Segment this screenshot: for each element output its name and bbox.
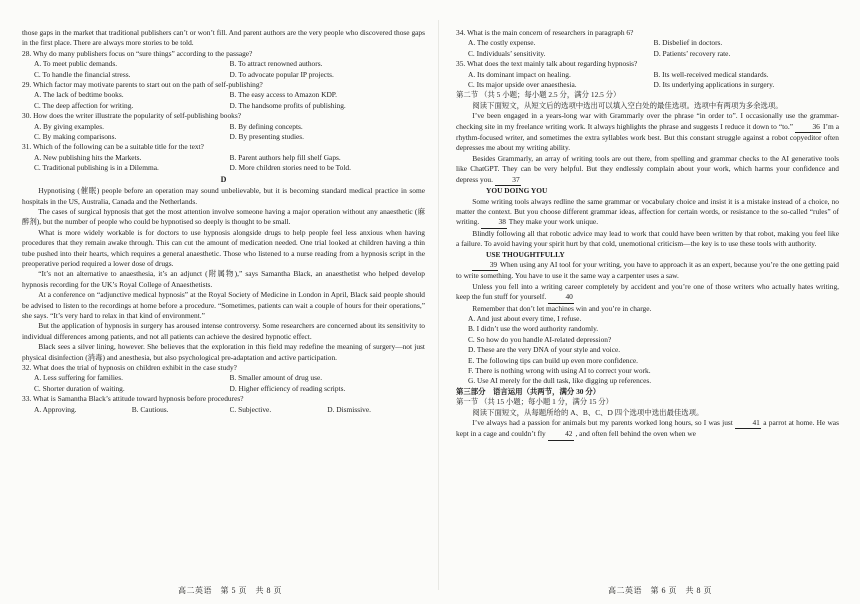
passage-paragraph: What is more widely workable is for doctors to use hypnosis alongside drugs to help people feel less anxious when having procedures that they remain awake through. This can cut the amount of medication needed. One trial looked at children having a thin tube pushed into their hearts, which requires a general anaesthetic. Those who listened to a nurse reading from a hypnosis script in the preoperative period required a lower dose of drugs. xyxy=(22,227,425,268)
passage-paragraph: At a conference on “adjunctive medical hypnosis” at the Royal Society of Medicine in London in April, Black said people should be advised to listen to the recordings at home before a procedure. “Sometimes, patients can wait a couple of hours for their operations,” she says. “It’s very hard to relax in that kind of environment.” xyxy=(22,290,425,320)
option-b[interactable]: B. Disbelief in doctors. xyxy=(653,38,723,48)
question-stem: 30. How does the writer illustrate the popularity of self-publishing books? xyxy=(22,111,242,121)
text-line: those gaps in the market that traditional publishers can’t or won’t fill. And parent authors are the very xyxy=(22,28,323,37)
section-header: 第一节 （共 15 小题；每小题 1 分，满分 15 分） xyxy=(456,397,614,407)
text-run: a parrot at home. He was kept in a cage and couldn’t fly xyxy=(456,418,839,439)
text-line: people who discovered those gaps in the first place. There are always more stories to be told. xyxy=(22,28,425,48)
passage-paragraph: “It’s not an alternative to anaesthesia, it’s an adjunct (附属物),” says Samantha Black, an anaesthetist who helped develop hypnosis recording for the UK’s Royal College of Anaesthetists. xyxy=(22,269,425,289)
question-31 xyxy=(22,142,425,173)
passage-paragraph: Black sees a silver lining, however. She believes that the exploration in this field may redefine the meaning of surgery—not just physical disinfection (消毒) and anesthesia, but also psychological pre-adaptation and active participation. xyxy=(22,342,425,362)
part-header: 第三部分 语言运用（共两节，满分 30 分） xyxy=(456,386,601,396)
option-d[interactable]: D. Its underlying applications in surgery. xyxy=(653,80,775,90)
text-run: , and often fell behind the oven when we xyxy=(575,429,696,439)
option-c[interactable]: C. So how do you handle AI-related depression? xyxy=(468,334,612,344)
option-d[interactable]: D. More children stories need to be Told. xyxy=(229,163,351,173)
text-run: They make your work unique. xyxy=(508,217,599,227)
text-run: I’ve been engaged in a years-long war with Grammarly over the phrase “in order to”. I occasionally use the grammar-checking site in my freelance writing work. It always highlights the phrase and suggests I reduce it down to “to.” xyxy=(456,111,839,131)
text-run: I’m a rhythm-focused writer, and sometimes the extra syllables work best. But this constant struggle against a robot copyeditor often depresses me about my writing ability. xyxy=(456,121,839,153)
text-run: When using any AI tool for your writing, you have to approach it as an expert, because you’re the one getting paid to write something. You have to use it the same way a carpenter uses a saw. xyxy=(456,259,839,281)
option-c[interactable]: C. Individuals’ sensitivity. xyxy=(468,48,546,58)
option-b[interactable]: B. Its well-received medical standards. xyxy=(653,69,769,79)
text-run: I’ve always had a passion for animals but my parents worked long hours, so I was just xyxy=(472,418,733,428)
page-footer-right: 高二英语 第 6 页 共 8 页 xyxy=(608,586,712,595)
option-b[interactable]: B. The easy access to Amazon KDP. xyxy=(229,90,337,100)
section-header: 第二节 （共 5 小题；每小题 2.5 分，满分 12.5 分） xyxy=(456,90,621,100)
right-page-column xyxy=(456,28,839,441)
blank-40[interactable]: 40 xyxy=(548,292,574,303)
option-a[interactable]: A. Its dominant impact on healing. xyxy=(468,69,571,79)
option-d[interactable]: D. Higher efficiency of reading scripts. xyxy=(229,383,346,393)
blank-41[interactable]: 41 xyxy=(735,418,761,429)
option-c[interactable]: C. By making comparisons. xyxy=(34,132,117,142)
option-c[interactable]: C. To handle the financial stress. xyxy=(34,69,131,79)
passage-c-tail xyxy=(22,28,425,49)
question-stem: 29. Which factor may motivate parents to start out on the path of self-publishing? xyxy=(22,80,263,90)
option-a[interactable]: A. By giving examples. xyxy=(34,121,104,131)
passage-paragraph xyxy=(456,282,839,304)
page-footer-left: 高二英语 第 5 页 共 8 页 xyxy=(178,586,282,595)
option-d[interactable]: D. These are the very DNA of your style and voice. xyxy=(468,345,621,355)
option-e[interactable]: E. The following tips can build up even more confidence. xyxy=(468,355,639,365)
question-29 xyxy=(22,80,425,111)
passage-paragraph: Hypnotising (催眠) people before an operation may sound unbelievable, but it is becoming standard medical practice in some hospitals in the US, Australia, Canada and the Netherlands. xyxy=(22,186,425,206)
blank-42[interactable]: 42 xyxy=(548,429,574,440)
option-b[interactable]: B. Smaller amount of drug use. xyxy=(229,373,323,383)
passage-paragraph: Remember that don’t let machines win and you’re in charge. xyxy=(472,303,652,313)
passage-paragraph xyxy=(456,260,839,282)
option-a[interactable]: A. The lack of bedtime books. xyxy=(34,90,124,100)
option-d[interactable]: D. Dismissive. xyxy=(327,404,371,414)
option-g[interactable]: G. Use AI merely for the dull task, like digging up references. xyxy=(468,376,652,386)
option-d[interactable]: D. Patients’ recovery rate. xyxy=(653,48,731,58)
text-run: Some writing tools always redline the same grammar or vocabulary choice and insist it is a mistake instead of a choice, no matter the context. But you choose different grammar ideas, affection for certain words, or resistance to the so-called “rules” of writing. xyxy=(456,196,839,227)
option-c[interactable]: C. Traditional publishing is in a Dilemma. xyxy=(34,163,159,173)
option-a[interactable]: A. New publishing hits the Markets. xyxy=(34,152,142,162)
option-b[interactable]: B. Parent authors help fill shelf Gaps. xyxy=(229,152,341,162)
option-c[interactable]: C. The deep affection for writing. xyxy=(34,100,134,110)
passage-paragraph: The cases of surgical hypnosis that get the most attention involve someone having a major operation without any anaesthetic (麻醉剂), but the number of people who could be hypnotised so deeply is thought to be small. xyxy=(22,206,425,227)
option-d[interactable]: D. By presenting studies. xyxy=(229,132,305,142)
option-c[interactable]: C. Shorter duration of waiting. xyxy=(34,383,125,393)
blank-39[interactable]: 39 xyxy=(472,260,498,271)
option-a[interactable]: A. And just about every time, I refuse. xyxy=(468,313,582,323)
question-30 xyxy=(22,111,425,142)
question-stem: 32. What does the trial of hypnosis on children exhibit in the case study? xyxy=(22,363,237,372)
option-d[interactable]: D. To advocate popular IP projects. xyxy=(229,69,334,79)
option-b[interactable]: B. To attract renowned authors. xyxy=(229,59,323,69)
question-34 xyxy=(456,28,839,59)
text-run: Unless you fell into a writing career completely by accident and you’re one of those writers who actually hates writing, keep the fun stuff for yourself. xyxy=(456,281,839,302)
section-instruction: 阅读下面短文，从短文后的选项中选出可以填入空白处的最佳选项。选项中有两项为多余选项。 xyxy=(472,100,783,110)
option-b[interactable]: B. Cautious. xyxy=(131,404,169,414)
left-page-column xyxy=(22,28,425,415)
passage-paragraph xyxy=(456,111,839,154)
question-stem: 34. What is the main concern of researchers in paragraph 6? xyxy=(456,28,634,37)
question-stem: 31. Which of the following can be a suitable title for the text? xyxy=(22,142,204,152)
question-35 xyxy=(456,59,839,90)
option-a[interactable]: A. To meet public demands. xyxy=(34,59,118,69)
option-c[interactable]: C. Its major upside over anaesthesia. xyxy=(468,80,577,90)
question-32 xyxy=(22,363,425,394)
option-a[interactable]: A. Approving. xyxy=(34,404,77,414)
option-c[interactable]: C. Subjective. xyxy=(229,404,272,414)
blank-36[interactable]: 36 xyxy=(795,122,821,133)
passage-paragraph: But the application of hypnosis in surgery has aroused intense controversy. Some researchers are concerned about its sensitivity to individual differences among patients, and not all patients can achieve the desired hypnotic effect. xyxy=(22,321,425,341)
passage-paragraph: Blindly following all that robotic advice may lead to work that could have been written by that robot, making you feel like a failure. To avoid having your spirit hurt by that cold, unemotional criticism—the key is to use these tools with authority. xyxy=(456,228,839,249)
page-divider xyxy=(438,20,439,590)
passage-subheading: USE THOUGHTFULLY xyxy=(486,249,565,259)
passage-d xyxy=(22,186,425,363)
option-a[interactable]: A. The costly expense. xyxy=(468,38,536,48)
seven-choice-options xyxy=(456,314,839,387)
question-28 xyxy=(22,49,425,80)
question-stem: 33. What is Samantha Black’s attitude toward hypnosis before procedures? xyxy=(22,394,244,404)
passage-paragraph xyxy=(456,154,839,186)
passage-subheading: YOU DOING YOU xyxy=(486,186,548,196)
blank-37[interactable]: 37 xyxy=(495,175,521,186)
text-run: Besides Grammarly, an array of writing tools are out there, from spelling and grammar checks to the AI generative tools like ChatGPT. They can be very helpful. But they endlessly complain about your work, which harms your confidence and depress you. xyxy=(456,153,839,184)
cloze-paragraph xyxy=(456,418,839,441)
option-d[interactable]: D. The handsome profits of publishing. xyxy=(229,100,346,110)
section-letter-d: D xyxy=(220,174,227,184)
option-b[interactable]: B. By defining concepts. xyxy=(229,121,303,131)
option-a[interactable]: A. Less suffering for families. xyxy=(34,373,123,383)
passage-paragraph xyxy=(456,197,839,229)
blank-38[interactable]: 38 xyxy=(481,217,507,228)
question-stem: 28. Why do many publishers focus on “sure things” according to the passage? xyxy=(22,48,253,58)
question-33 xyxy=(22,394,425,415)
question-stem: 35. What does the text mainly talk about regarding hypnosis? xyxy=(456,59,638,69)
option-b[interactable]: B. I didn’t use the word authority randomly. xyxy=(468,324,599,334)
seven-choice-passage xyxy=(456,111,839,314)
section-instruction: 阅读下面短文，从每题所给的 A、B、C、D 四个选项中选出最佳选项。 xyxy=(472,407,704,417)
option-f[interactable]: F. There is nothing wrong with using AI to correct your work. xyxy=(468,366,651,375)
